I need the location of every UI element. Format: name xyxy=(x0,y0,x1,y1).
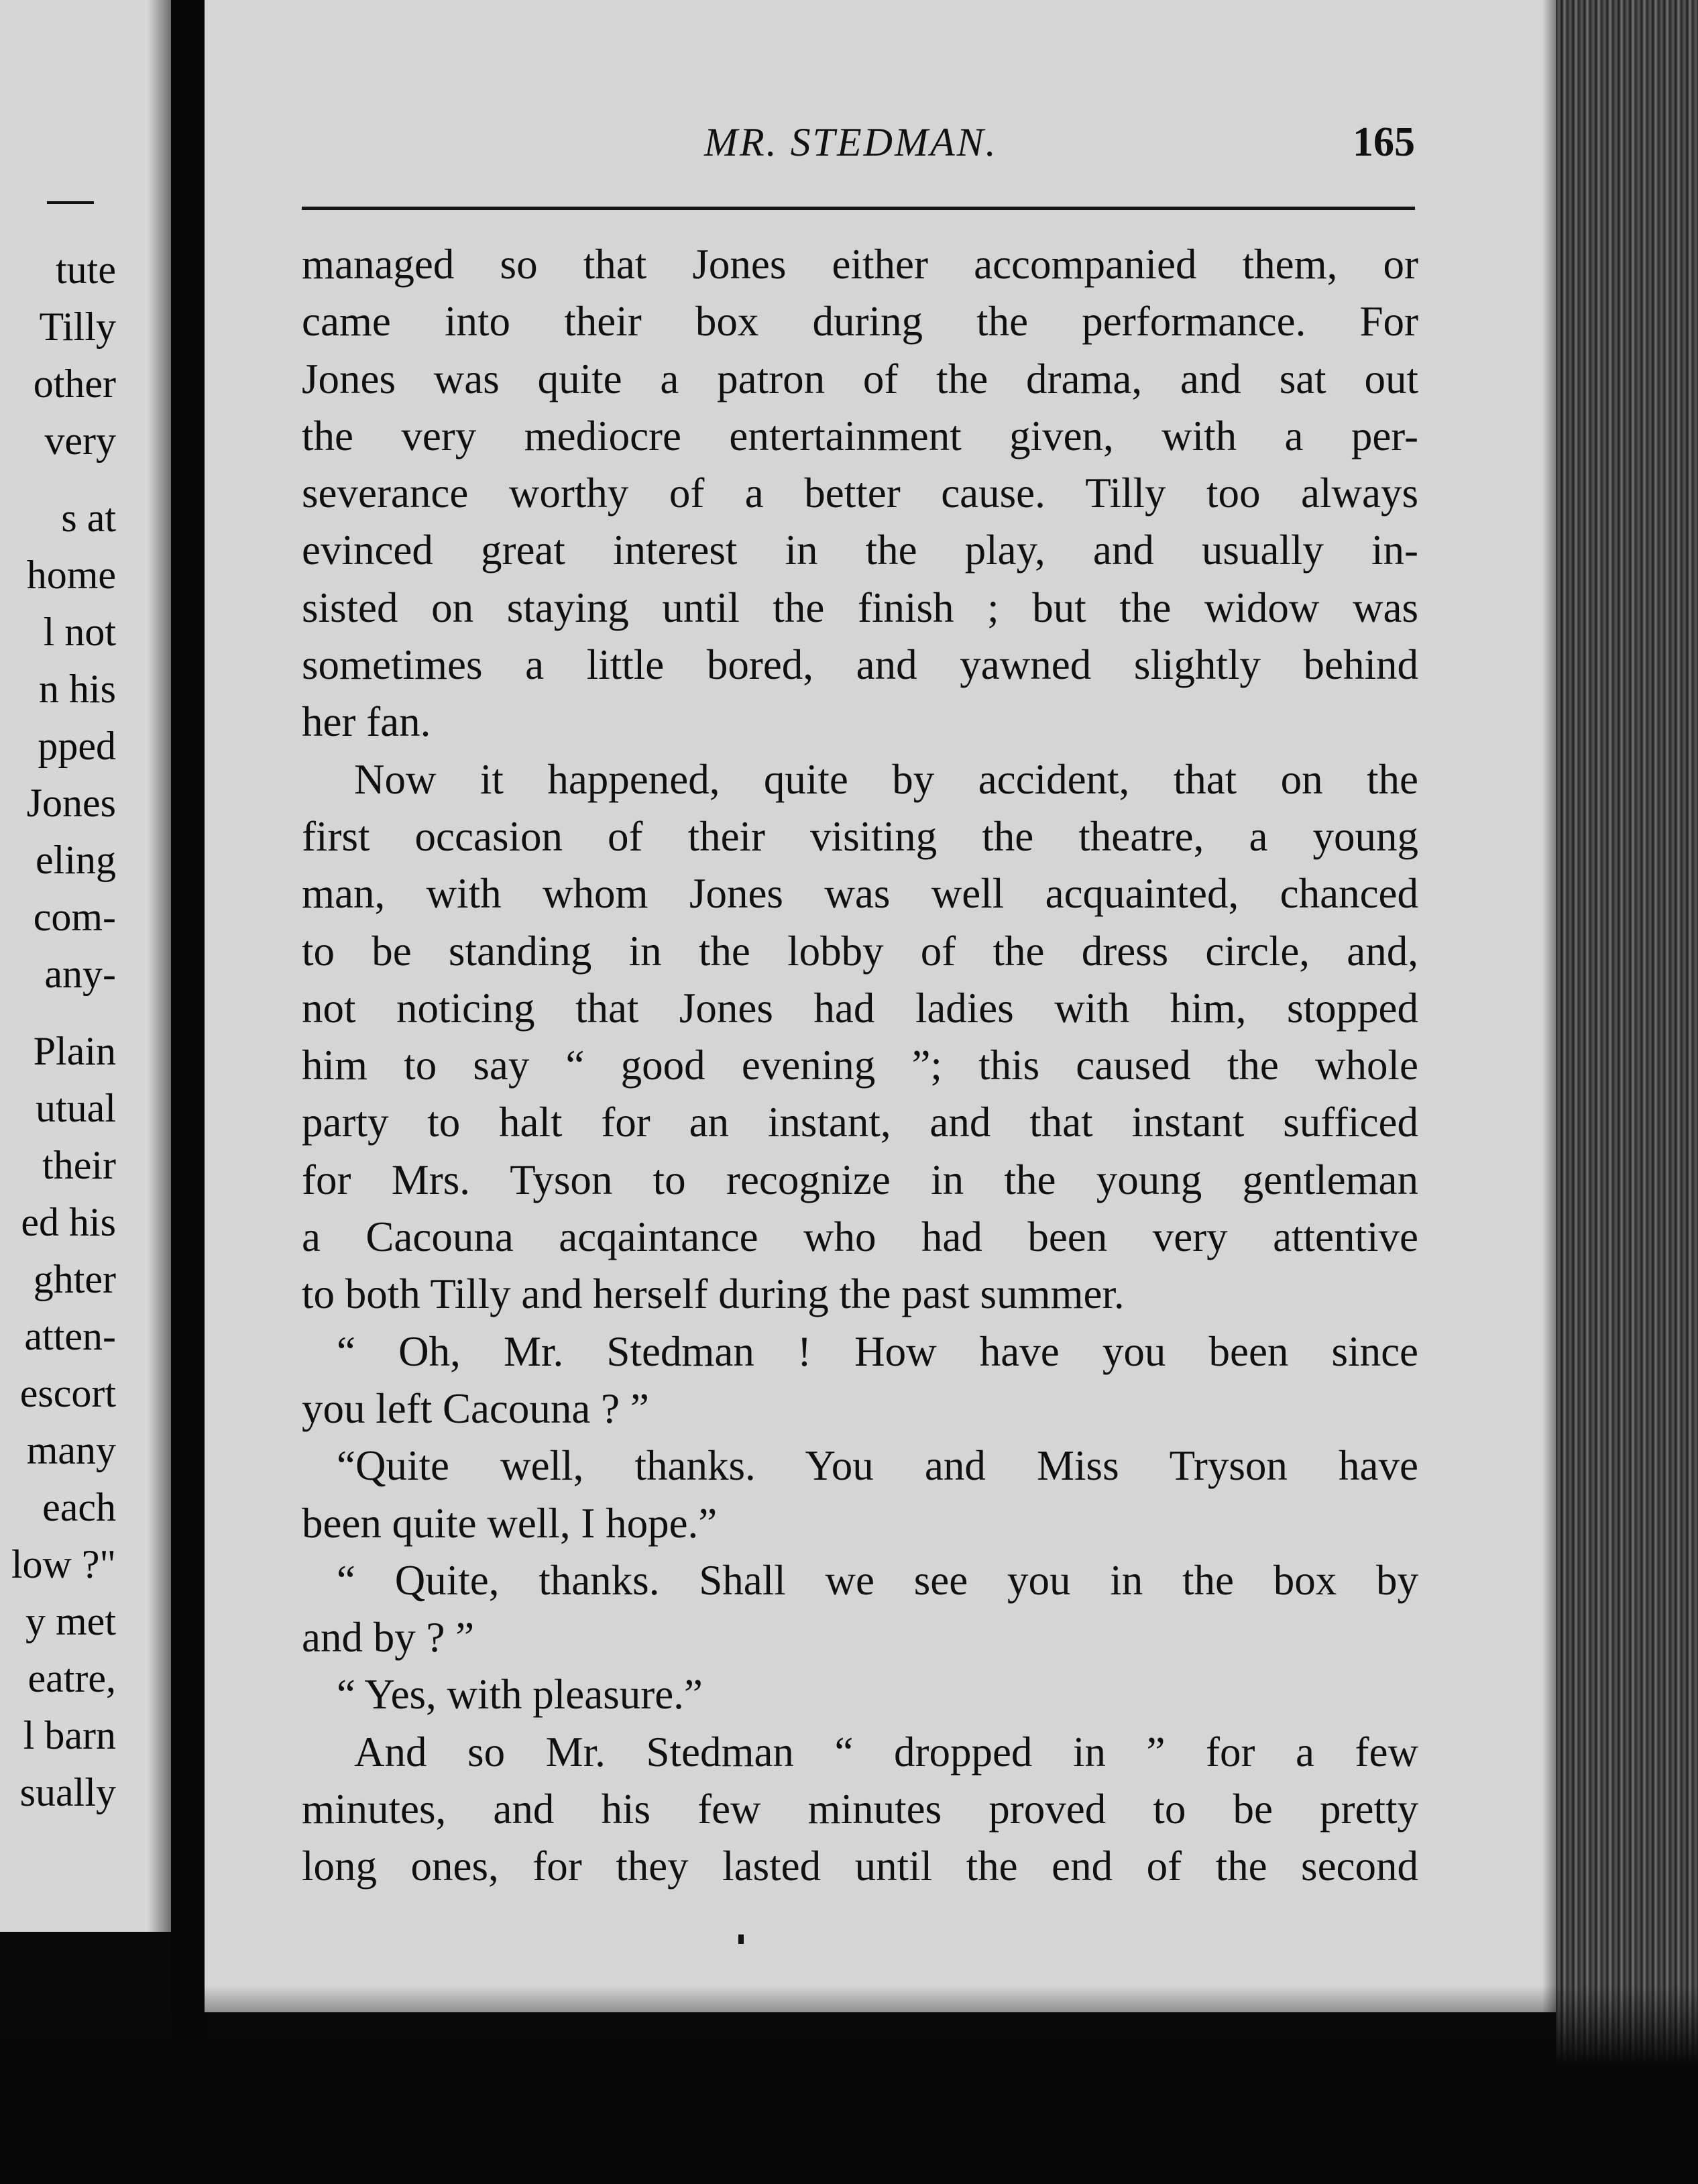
running-title: MR. STEDMAN. xyxy=(704,120,998,164)
text-line: evinced great interest in the play, and usually in- xyxy=(302,527,1418,574)
left-facing-page xyxy=(0,0,171,1932)
left-fragment: ed his xyxy=(21,1200,116,1244)
text-line: Now it happened, quite by accident, that on the xyxy=(354,755,1418,803)
text-line: a Cacouna acqaintance who had been very attentive xyxy=(302,1213,1418,1261)
book-page-edges xyxy=(1556,0,1698,2184)
footer-mark xyxy=(738,1934,744,1944)
text-line: minutes, and his few minutes proved to be pretty xyxy=(302,1786,1418,1833)
text-line: man, with whom Jones was well acquainted, chanced xyxy=(302,870,1418,918)
left-fragment: y met xyxy=(25,1599,116,1643)
text-line: severance worthy of a better cause. Tilly too always xyxy=(302,470,1418,517)
left-fragment: very xyxy=(44,419,116,463)
left-fragment: l not xyxy=(43,610,116,654)
left-fragment: many xyxy=(26,1428,116,1472)
page-number: 165 xyxy=(1353,119,1415,165)
left-fragment: s at xyxy=(61,496,116,540)
text-line: Jones was quite a patron of the drama, and sat out xyxy=(302,355,1418,402)
text-line: him to say “ good evening ”; this caused the whole xyxy=(302,1042,1418,1089)
left-fragment: Jones xyxy=(26,781,116,825)
left-fragment: eling xyxy=(36,838,116,882)
left-fragment: escort xyxy=(19,1371,116,1415)
left-fragment: n his xyxy=(38,667,116,711)
text-line: to both Tilly and herself during the past summer. xyxy=(302,1270,1125,1318)
text-line: “Quite well, thanks. You and Miss Tryson have xyxy=(337,1442,1418,1490)
left-fragment: atten- xyxy=(24,1314,116,1358)
bottom-shadow xyxy=(0,1985,1698,2184)
text-line: to be standing in the lobby of the dress circle, and, xyxy=(302,927,1418,975)
left-page-shadow xyxy=(148,0,171,1932)
text-line: came into their box during the performance. For xyxy=(302,298,1418,345)
left-fragment: home xyxy=(26,553,116,597)
header-rule xyxy=(302,207,1415,210)
book-gutter xyxy=(171,0,206,2184)
left-fragment: l barn xyxy=(23,1713,116,1757)
left-fragment: tute xyxy=(56,248,116,292)
text-line: party to halt for an instant, and that instant sufficed xyxy=(302,1099,1418,1146)
left-page-text-fragments xyxy=(0,241,116,1821)
left-page-rule xyxy=(47,201,94,204)
left-fragment: Tilly xyxy=(39,305,116,349)
left-fragment: pped xyxy=(38,724,116,768)
text-line: her fan. xyxy=(302,698,431,746)
left-fragment: other xyxy=(33,362,116,406)
text-line: the very mediocre entertainment given, with a per- xyxy=(302,412,1418,459)
left-fragment: com- xyxy=(33,895,116,939)
text-line: you left Cacouna ? ” xyxy=(302,1384,649,1432)
left-fragment: sually xyxy=(19,1770,116,1814)
running-head xyxy=(302,109,1415,176)
text-line: first occasion of their visiting the theatre, a young xyxy=(302,812,1418,860)
text-line: And so Mr. Stedman “ dropped in ” for a few xyxy=(354,1728,1418,1776)
text-line: and by ? ” xyxy=(302,1614,475,1661)
left-fragment: ghter xyxy=(33,1257,116,1301)
text-line: been quite well, I hope.” xyxy=(302,1499,718,1547)
text-line: for Mrs. Tyson to recognize in the young gentleman xyxy=(302,1156,1418,1203)
text-line: not noticing that Jones had ladies with him, stopped xyxy=(302,984,1418,1032)
text-line: “ Oh, Mr. Stedman ! How have you been since xyxy=(337,1327,1418,1375)
text-line: sometimes a little bored, and yawned slightly behind xyxy=(302,641,1418,689)
text-line: “ Yes, with pleasure.” xyxy=(337,1671,703,1718)
text-line: sisted on staying until the finish ; but the widow was xyxy=(302,584,1418,631)
left-fragment: utual xyxy=(36,1086,116,1130)
left-fragment: low ?" xyxy=(11,1542,116,1586)
left-fragment: each xyxy=(42,1485,116,1529)
text-line: long ones, for they lasted until the end of the second xyxy=(302,1843,1418,1890)
left-fragment: eatre, xyxy=(27,1656,116,1700)
left-fragment: their xyxy=(42,1143,116,1187)
text-line: managed so that Jones either accompanied them, or xyxy=(302,241,1418,288)
left-fragment: any- xyxy=(44,952,116,996)
text-line: “ Quite, thanks. Shall we see you in the box by xyxy=(337,1556,1418,1604)
left-fragment: Plain xyxy=(33,1029,116,1073)
body-text xyxy=(302,236,1418,1896)
